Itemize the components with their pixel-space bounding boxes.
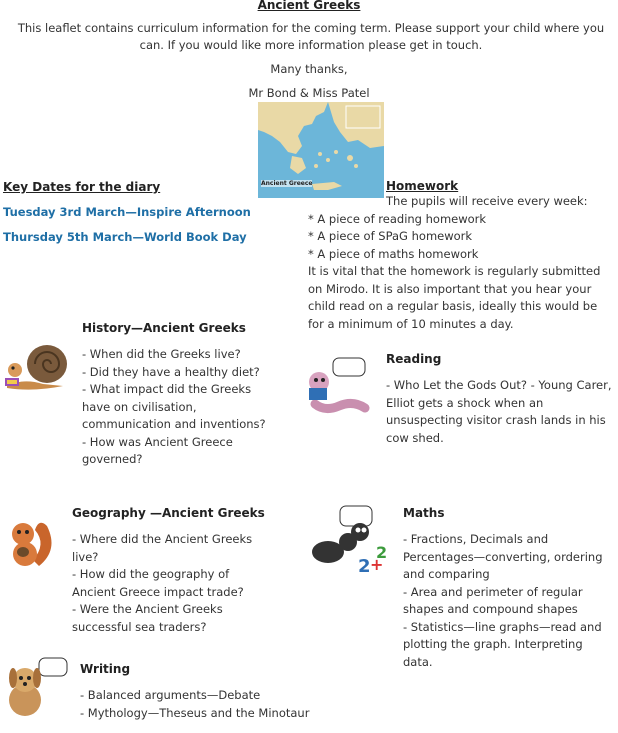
maths-heading: Maths [403, 506, 445, 520]
list-item: - When did the Greeks live? [82, 347, 241, 361]
list-item: - Where did the Ancient Greeks live? [72, 532, 253, 564]
geography-heading: Geography —Ancient Greeks [72, 506, 265, 520]
list-item: - Fractions, Decimals and Percentages—converting, ordering and comparing [403, 532, 603, 581]
ant-icon [306, 502, 392, 580]
list-item: - Statistics—line graphs—read and plotting the graph. Interpreting data. [403, 619, 602, 669]
list-item: - How did the geography of Ancient Greece impact trade? [72, 567, 244, 599]
maths-list [403, 531, 609, 671]
list-item: - Balanced arguments—Debate [80, 688, 261, 702]
homework-item: * A piece of maths homework [308, 246, 479, 261]
list-item: - What impact did the Greeks have on civilisation, communication and inventions? [82, 382, 266, 431]
svg-text:2: 2 [376, 543, 388, 562]
intro-text: This leaflet contains curriculum information for the coming term. Please support your child where you can. If you would like more information please get in touch. [17, 21, 605, 52]
homework-item: * A piece of SPaG homework [308, 229, 473, 243]
thanks-text: Many thanks, [270, 62, 348, 76]
svg-text:+: + [370, 555, 384, 574]
list-item: - Area and perimeter of regular shapes and compound shapes [403, 584, 583, 616]
homework-item: * A piece of reading homework [308, 211, 487, 226]
homework-body: It is vital that the homework is regularly submitted on Mirodo. It is also important that you hear your child read on a regular basis, ideally this would be for a minimum of 10 minutes a day. [308, 264, 601, 331]
writing-heading: Writing [80, 662, 131, 676]
homework-section [308, 179, 608, 333]
signature: Mr Bond & Miss Patel [248, 86, 370, 100]
reading-heading: Reading [386, 352, 442, 366]
key-date-2: Thursday 5th March—World Book Day [3, 230, 247, 244]
homework-intro: The pupils will receive every week: [386, 194, 588, 208]
squirrel-icon [3, 514, 59, 570]
list-item: - Did they have a healthy diet? [82, 364, 260, 379]
svg-text:2: 2 [358, 556, 371, 577]
geography-list [72, 531, 272, 636]
snail-icon [3, 340, 73, 392]
list-item: - How was Ancient Greece governed? [82, 434, 233, 466]
writing-list [80, 687, 320, 722]
homework-heading: Homework [386, 179, 459, 193]
reading-body: - Who Let the Gods Out? - Young Carer, Elliot gets a shock when an unsuspecting visitor crash lands in his cow shed. [386, 378, 612, 445]
bookworm-icon [305, 356, 379, 416]
list-item: - Were the Ancient Greeks successful sea traders? [72, 602, 223, 634]
list-item: - Mythology—Theseus and the Minotaur [80, 705, 310, 720]
page-title: Ancient Greeks [257, 0, 361, 12]
map-caption: Ancient Greece [261, 180, 313, 187]
key-dates-heading: Key Dates for the diary [3, 180, 161, 194]
key-date-1: Tuesday 3rd March—Inspire Afternoon [3, 205, 251, 219]
history-list [82, 346, 272, 469]
history-heading: History—Ancient Greeks [82, 321, 246, 335]
dog-icon [3, 656, 69, 720]
